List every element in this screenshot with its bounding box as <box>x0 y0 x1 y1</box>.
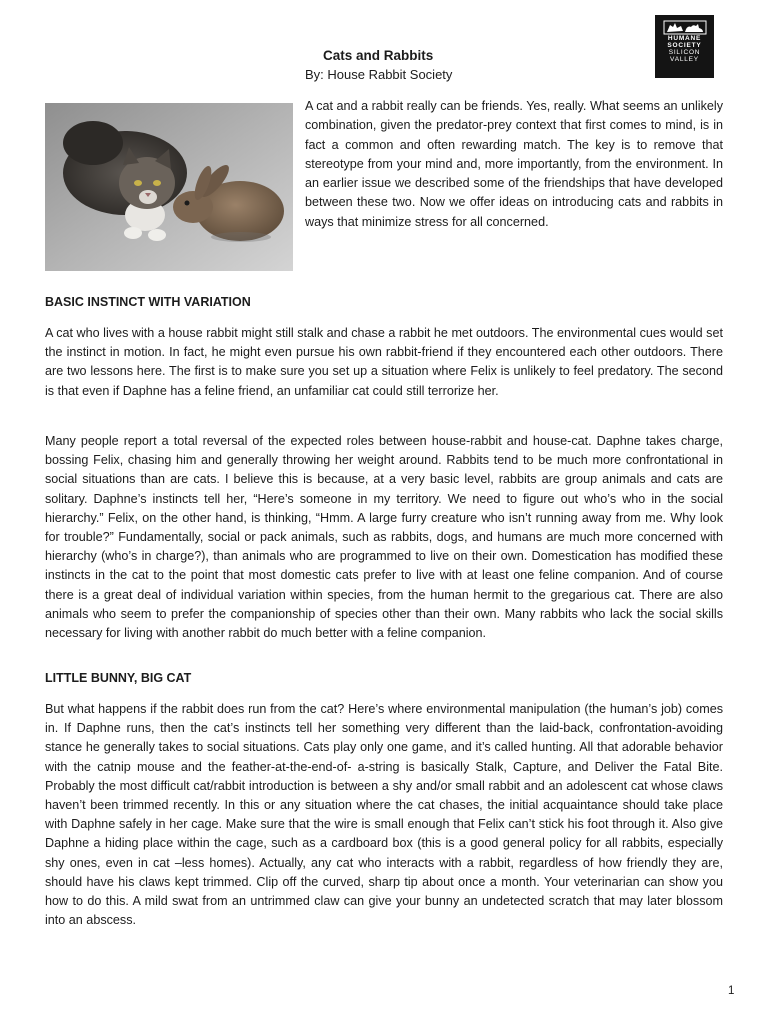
humane-society-logo <box>655 15 714 78</box>
article-byline: By: House Rabbit Society <box>305 67 453 82</box>
logo-line-1: HUMANE <box>667 35 702 42</box>
section-1-paragraph-2: Many people report a total reversal of the expected roles between house-rabbit and house-cat. Daphne takes charge, bossing Felix, chasing him and generally throwing her weight around. Rabbits tend to be much more confrontational in social situations than are cats. I believe this is because, at a very basic level, rabbits are group animals and cats are solitary. Daphne’s instincts tell her, “Here’s someone in my territory. We need to figure out who’s who in the social hierarchy.” Felix, on the other hand, is thinking, “Hmm. A large furry creature who isn’t running away from me. Why look for trouble?” Fundamentally, social or pack animals, such as rabbits, dogs, and humans are much more concerned with hierarchy (who’s in charge?), than animals who are programmed to live on their own. Domestication has modified these instincts in the cat to the point that most domestic cats prefer to live with at least one feline companion. And of course there is a great deal of individual variation within species, from the human hermit to the gregarious cat. There are also animals who seem to prefer the companionship of species other than their own. Many rabbits who lack the social skills necessary for living with another rabbit do much better with a feline companion. <box>45 434 723 641</box>
section-heading-little-bunny: LITTLE BUNNY, BIG CAT <box>45 671 192 685</box>
section-2-paragraph-1: But what happens if the rabbit does run from the cat? Here’s where environmental manipulation (the human’s job) comes in. If Daphne runs, then the cat’s instincts tell her something very different than the laid-back, confrontation-avoiding stance he generally takes to social situations. Cats play only one game, and it’s called hunting. All that adorable behavior with the catnip mouse and the feather-at-the-end-of- a-string is basically Stalk, Capture, and Deliver the Fatal Bite. Probably the most difficult cat/rabbit introduction is between a shy and/or small rabbit and an adolescent cat whose claws haven’t been trimmed recently. In this or any situation where the cat chases, the initial acquaintance should take place with Daphne safely in her cage. Make sure that the wire is small enough that Felix can’t stick his foot through it. Also give Daphne a hiding place within the cage, such as a cardboard box (this is a good general policy for all rabbits, especially shy ones, even in cat –less homes). Actually, any cat who interacts with a rabbit, regardless of how friendly they are, should have his claws kept trimmed. Clip off the curved, sharp tip about once a month. Your veterinarian can show you how to do this. A mild swat from an untrimmed claw can give your bunny an undetected scratch that may later blossom into an abscess. <box>45 702 723 928</box>
cat-and-rabbit-photo <box>45 103 293 271</box>
page-number: 1 <box>728 985 735 997</box>
intro-paragraph: A cat and a rabbit really can be friends. Yes, really. What seems an unlikely combination, given the predator-prey context that first comes to mind, is in fact a common and often rewarding match. The key is to remove that stereotype from your mind and, more importantly, from the environment. In an earlier issue we described some of the friendships that have developed between these two. Now we offer ideas on introducing cats and rabbits in ways that minimize stress for all concerned. <box>305 99 723 229</box>
section-1-paragraph-1: A cat who lives with a house rabbit might still stalk and chase a rabbit he met outdoors. The environmental cues would set the instinct in motion. In fact, he might even pursue his own rabbit-friend if they encountered each other outdoors. There are two lessons here. The first is to make sure you set up a situation where Felix is unlikely to feel predatory. The second is that even if Daphne has a feline friend, an unfamiliar cat could still terrorize her. <box>45 326 723 398</box>
section-heading-basic-instinct: BASIC INSTINCT WITH VARIATION <box>45 295 251 309</box>
logo-line-4: VALLEY <box>670 56 699 63</box>
logo-line-2: SOCIETY <box>667 42 702 49</box>
article-title: Cats and Rabbits <box>323 48 434 63</box>
logo-line-3: SILICON <box>668 49 701 56</box>
logo-animals-icon <box>663 19 707 35</box>
